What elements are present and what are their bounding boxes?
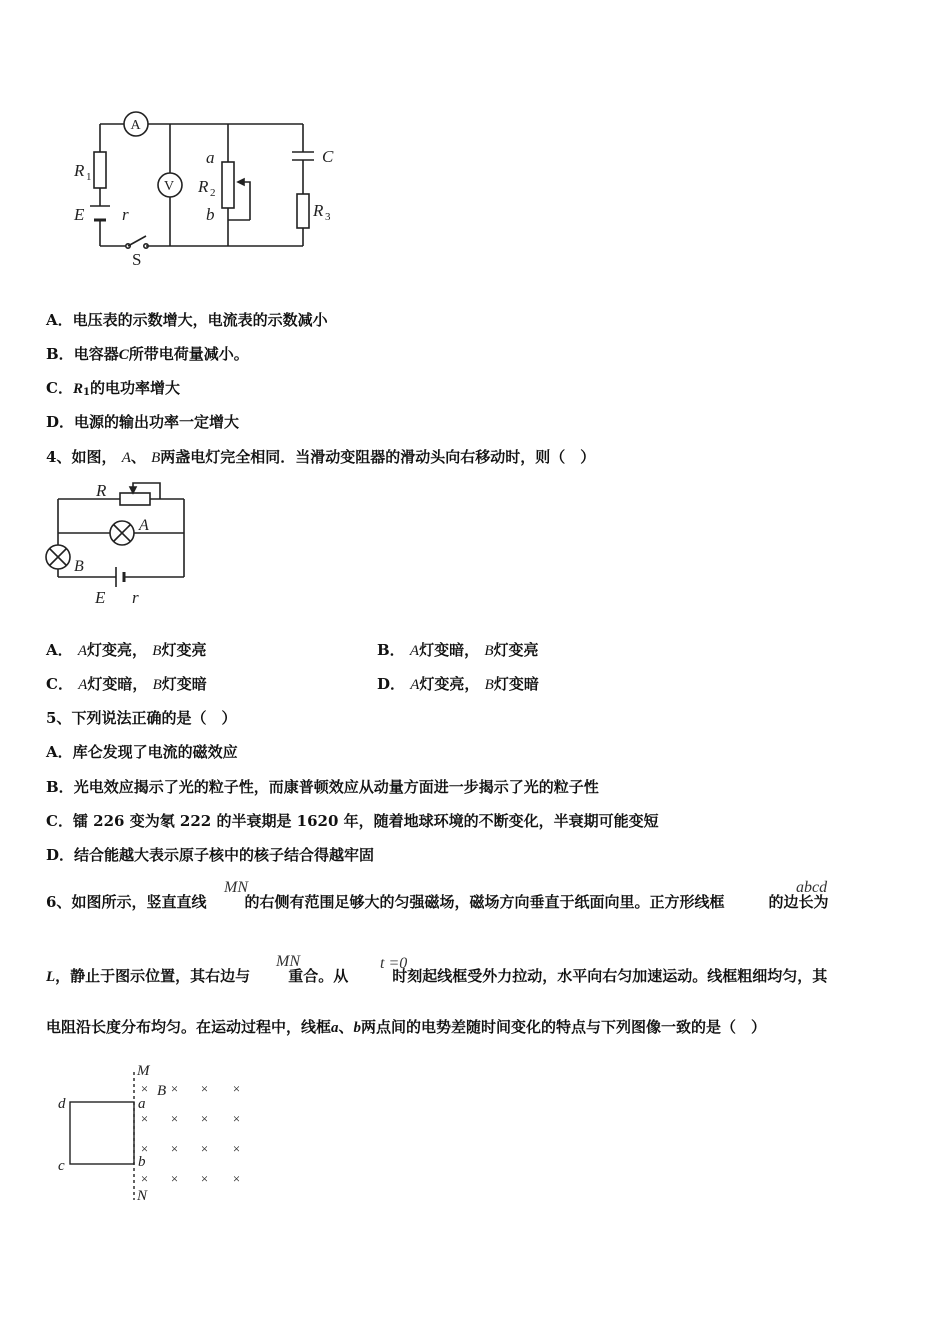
opt-text2: 灯变暗 xyxy=(161,675,207,693)
label-r: r xyxy=(122,205,129,224)
option-letter: B． xyxy=(46,778,74,796)
field-cross: × xyxy=(232,1171,241,1186)
text: 两点间的电势差随时间变化的特点与下列图像一致的是（ ） xyxy=(361,1018,767,1036)
option-letter: D． xyxy=(377,675,406,693)
var-b: B xyxy=(484,677,494,693)
opt-text1: 灯变亮， xyxy=(419,675,480,693)
circuit-figure-2 xyxy=(40,475,200,610)
text: 电阻沿长度分布均匀。在运动过程中，线框 xyxy=(46,1018,332,1036)
var-b: b xyxy=(353,1020,362,1036)
stem-pre: 如图， xyxy=(71,448,117,466)
opt-text1: 灯变暗， xyxy=(87,675,148,693)
q6-line-3 xyxy=(46,1017,766,1038)
field-crosses xyxy=(140,1081,241,1186)
field-cross: × xyxy=(140,1141,149,1156)
var-b: B xyxy=(151,450,161,466)
slider-contact xyxy=(238,182,250,220)
q3-option-c xyxy=(46,378,180,403)
text: 重合。从 xyxy=(288,967,349,985)
field-cross: × xyxy=(232,1081,241,1096)
option-letter: C． xyxy=(46,379,73,397)
option-letter: A． xyxy=(46,641,73,659)
field-cross: × xyxy=(140,1171,149,1186)
option-text: 结合能越大表示原子核中的核子结合得越牢固 xyxy=(74,846,375,864)
sep: 、 xyxy=(338,1018,354,1036)
field-cross: × xyxy=(170,1081,179,1096)
question-number: 5、 xyxy=(46,709,72,727)
option-letter: B． xyxy=(377,641,405,659)
q3-option-b xyxy=(46,344,249,365)
label-e: E xyxy=(74,205,85,224)
opt-text1: 灯变亮， xyxy=(87,641,148,659)
option-text-pre: 电容器 xyxy=(73,345,119,363)
field-cross: × xyxy=(170,1111,179,1126)
circuit-figure-1 xyxy=(60,110,350,270)
text: 时刻起线框受外力拉动，水平向右匀加速运动。线框粗细均匀，其 xyxy=(392,967,828,985)
field-cross: × xyxy=(200,1111,209,1126)
option-letter: C． xyxy=(46,812,73,830)
label-a: a xyxy=(206,148,215,167)
question-number: 6、 xyxy=(46,893,72,911)
text: 如图所示，竖直直线 xyxy=(71,893,207,911)
var-r-sub: 1 xyxy=(82,387,90,398)
option-letter: A． xyxy=(46,311,73,329)
q4-option-d xyxy=(377,674,539,695)
text: 的边长为 xyxy=(768,893,829,911)
option-text-post: 的电功率增大 xyxy=(89,379,180,397)
rheostat-slider xyxy=(133,483,160,499)
var-b: B xyxy=(484,643,494,659)
q5-option-d xyxy=(46,845,374,865)
var-a: A xyxy=(78,677,88,693)
option-letter: C． xyxy=(46,675,73,693)
opt-text1: 灯变暗， xyxy=(419,641,480,659)
var-a: a xyxy=(331,1020,339,1036)
var-r: R xyxy=(72,381,83,397)
square-loop-abcd xyxy=(70,1102,134,1164)
field-cross: × xyxy=(200,1141,209,1156)
field-cross: × xyxy=(200,1171,209,1186)
label-r1-sub: 1 xyxy=(86,171,92,183)
q4-option-c xyxy=(46,674,207,695)
switch-s xyxy=(128,236,146,246)
label-r-internal: r xyxy=(132,588,139,607)
math-mn: MN xyxy=(224,879,248,896)
label-r3-sub: 3 xyxy=(325,211,331,223)
field-cross: × xyxy=(140,1111,149,1126)
resistor-r2 xyxy=(222,162,234,208)
label-s: S xyxy=(132,250,142,269)
rheostat-r xyxy=(120,493,150,505)
stem: 下列说法正确的是（ ） xyxy=(71,709,237,727)
field-cross: × xyxy=(232,1111,241,1126)
label-r2-sub: 2 xyxy=(210,187,216,199)
var-a: A xyxy=(121,450,131,466)
label-e: E xyxy=(95,588,106,607)
field-cross: × xyxy=(200,1081,209,1096)
label-b: B xyxy=(74,558,84,575)
var-b: B xyxy=(152,643,162,659)
var-l: L xyxy=(46,969,56,985)
option-text-post: 所带电荷量减小。 xyxy=(128,345,249,363)
label-r: R xyxy=(96,481,107,500)
label-a: A xyxy=(139,517,149,534)
q5-option-b xyxy=(46,777,599,797)
option-letter: D． xyxy=(46,413,75,431)
option-letter: A． xyxy=(46,743,73,761)
var-b: B xyxy=(152,677,162,693)
option-text: 镭 226 变为氡 222 的半衰期是 1620 年，随着地球环境的不断变化，半衰期可能变短 xyxy=(72,812,659,830)
resistor-r1 xyxy=(94,152,106,188)
option-letter: D． xyxy=(46,846,75,864)
opt-text2: 灯变亮 xyxy=(161,641,207,659)
label-n: N xyxy=(137,1188,148,1204)
question-number: 4、 xyxy=(46,448,72,466)
label-c: C xyxy=(322,147,334,166)
field-cross: × xyxy=(232,1141,241,1156)
q4-stem xyxy=(46,447,595,468)
opt-text2: 灯变暗 xyxy=(493,675,539,693)
field-cross: × xyxy=(140,1081,149,1096)
label-m: M xyxy=(137,1063,150,1079)
q4-option-a xyxy=(46,640,206,661)
option-text: 电压表的示数增大，电流表的示数减小 xyxy=(72,311,328,329)
option-letter: B． xyxy=(46,345,74,363)
ammeter-label: A xyxy=(130,118,141,133)
label-field-b: B xyxy=(157,1083,167,1099)
q5-option-c xyxy=(46,811,659,831)
q6-line-2 xyxy=(46,966,827,987)
label-r3: R xyxy=(313,201,324,220)
label-b: b xyxy=(138,1154,146,1170)
resistor-r3 xyxy=(297,194,309,228)
label-d: d xyxy=(58,1096,66,1112)
field-cross: × xyxy=(170,1171,179,1186)
opt-text2: 灯变亮 xyxy=(493,641,539,659)
var-c: C xyxy=(118,347,129,363)
math-t0: t =0 xyxy=(380,955,408,972)
q6-line-1 xyxy=(46,892,828,912)
option-text: 库仑发现了电流的磁效应 xyxy=(72,743,238,761)
q5-option-a xyxy=(46,742,238,762)
label-r2: R xyxy=(198,177,209,196)
var-a: A xyxy=(77,643,88,659)
sep: 、 xyxy=(130,448,146,466)
field-cross: × xyxy=(170,1141,179,1156)
text: ，静止于图示位置，其右边与 xyxy=(55,967,251,985)
var-a: A xyxy=(410,677,420,693)
option-text: 光电效应揭示了光的粒子性，而康普顿效应从动量方面进一步揭示了光的粒子性 xyxy=(73,778,599,796)
magnetic-field-figure xyxy=(50,1060,260,1205)
math-abcd: abcd xyxy=(796,879,828,896)
math-mn-2: MN xyxy=(276,953,300,970)
text: 的右侧有范围足够大的匀强磁场，磁场方向垂直于纸面向里。正方形线框 xyxy=(244,893,725,911)
q3-option-d xyxy=(46,412,239,432)
q3-option-a xyxy=(46,310,328,330)
label-r1: R xyxy=(74,161,85,180)
label-b: b xyxy=(206,205,215,224)
label-a: a xyxy=(138,1096,146,1112)
voltmeter-label: V xyxy=(164,179,175,194)
var-a: A xyxy=(409,643,420,659)
q4-option-b xyxy=(377,640,539,661)
option-text: 电源的输出功率一定增大 xyxy=(74,413,240,431)
q5-stem xyxy=(46,708,236,728)
label-c: c xyxy=(58,1158,65,1174)
stem-post: 两盏电灯完全相同．当滑动变阻器的滑动头向右移动时，则（ ） xyxy=(160,448,596,466)
